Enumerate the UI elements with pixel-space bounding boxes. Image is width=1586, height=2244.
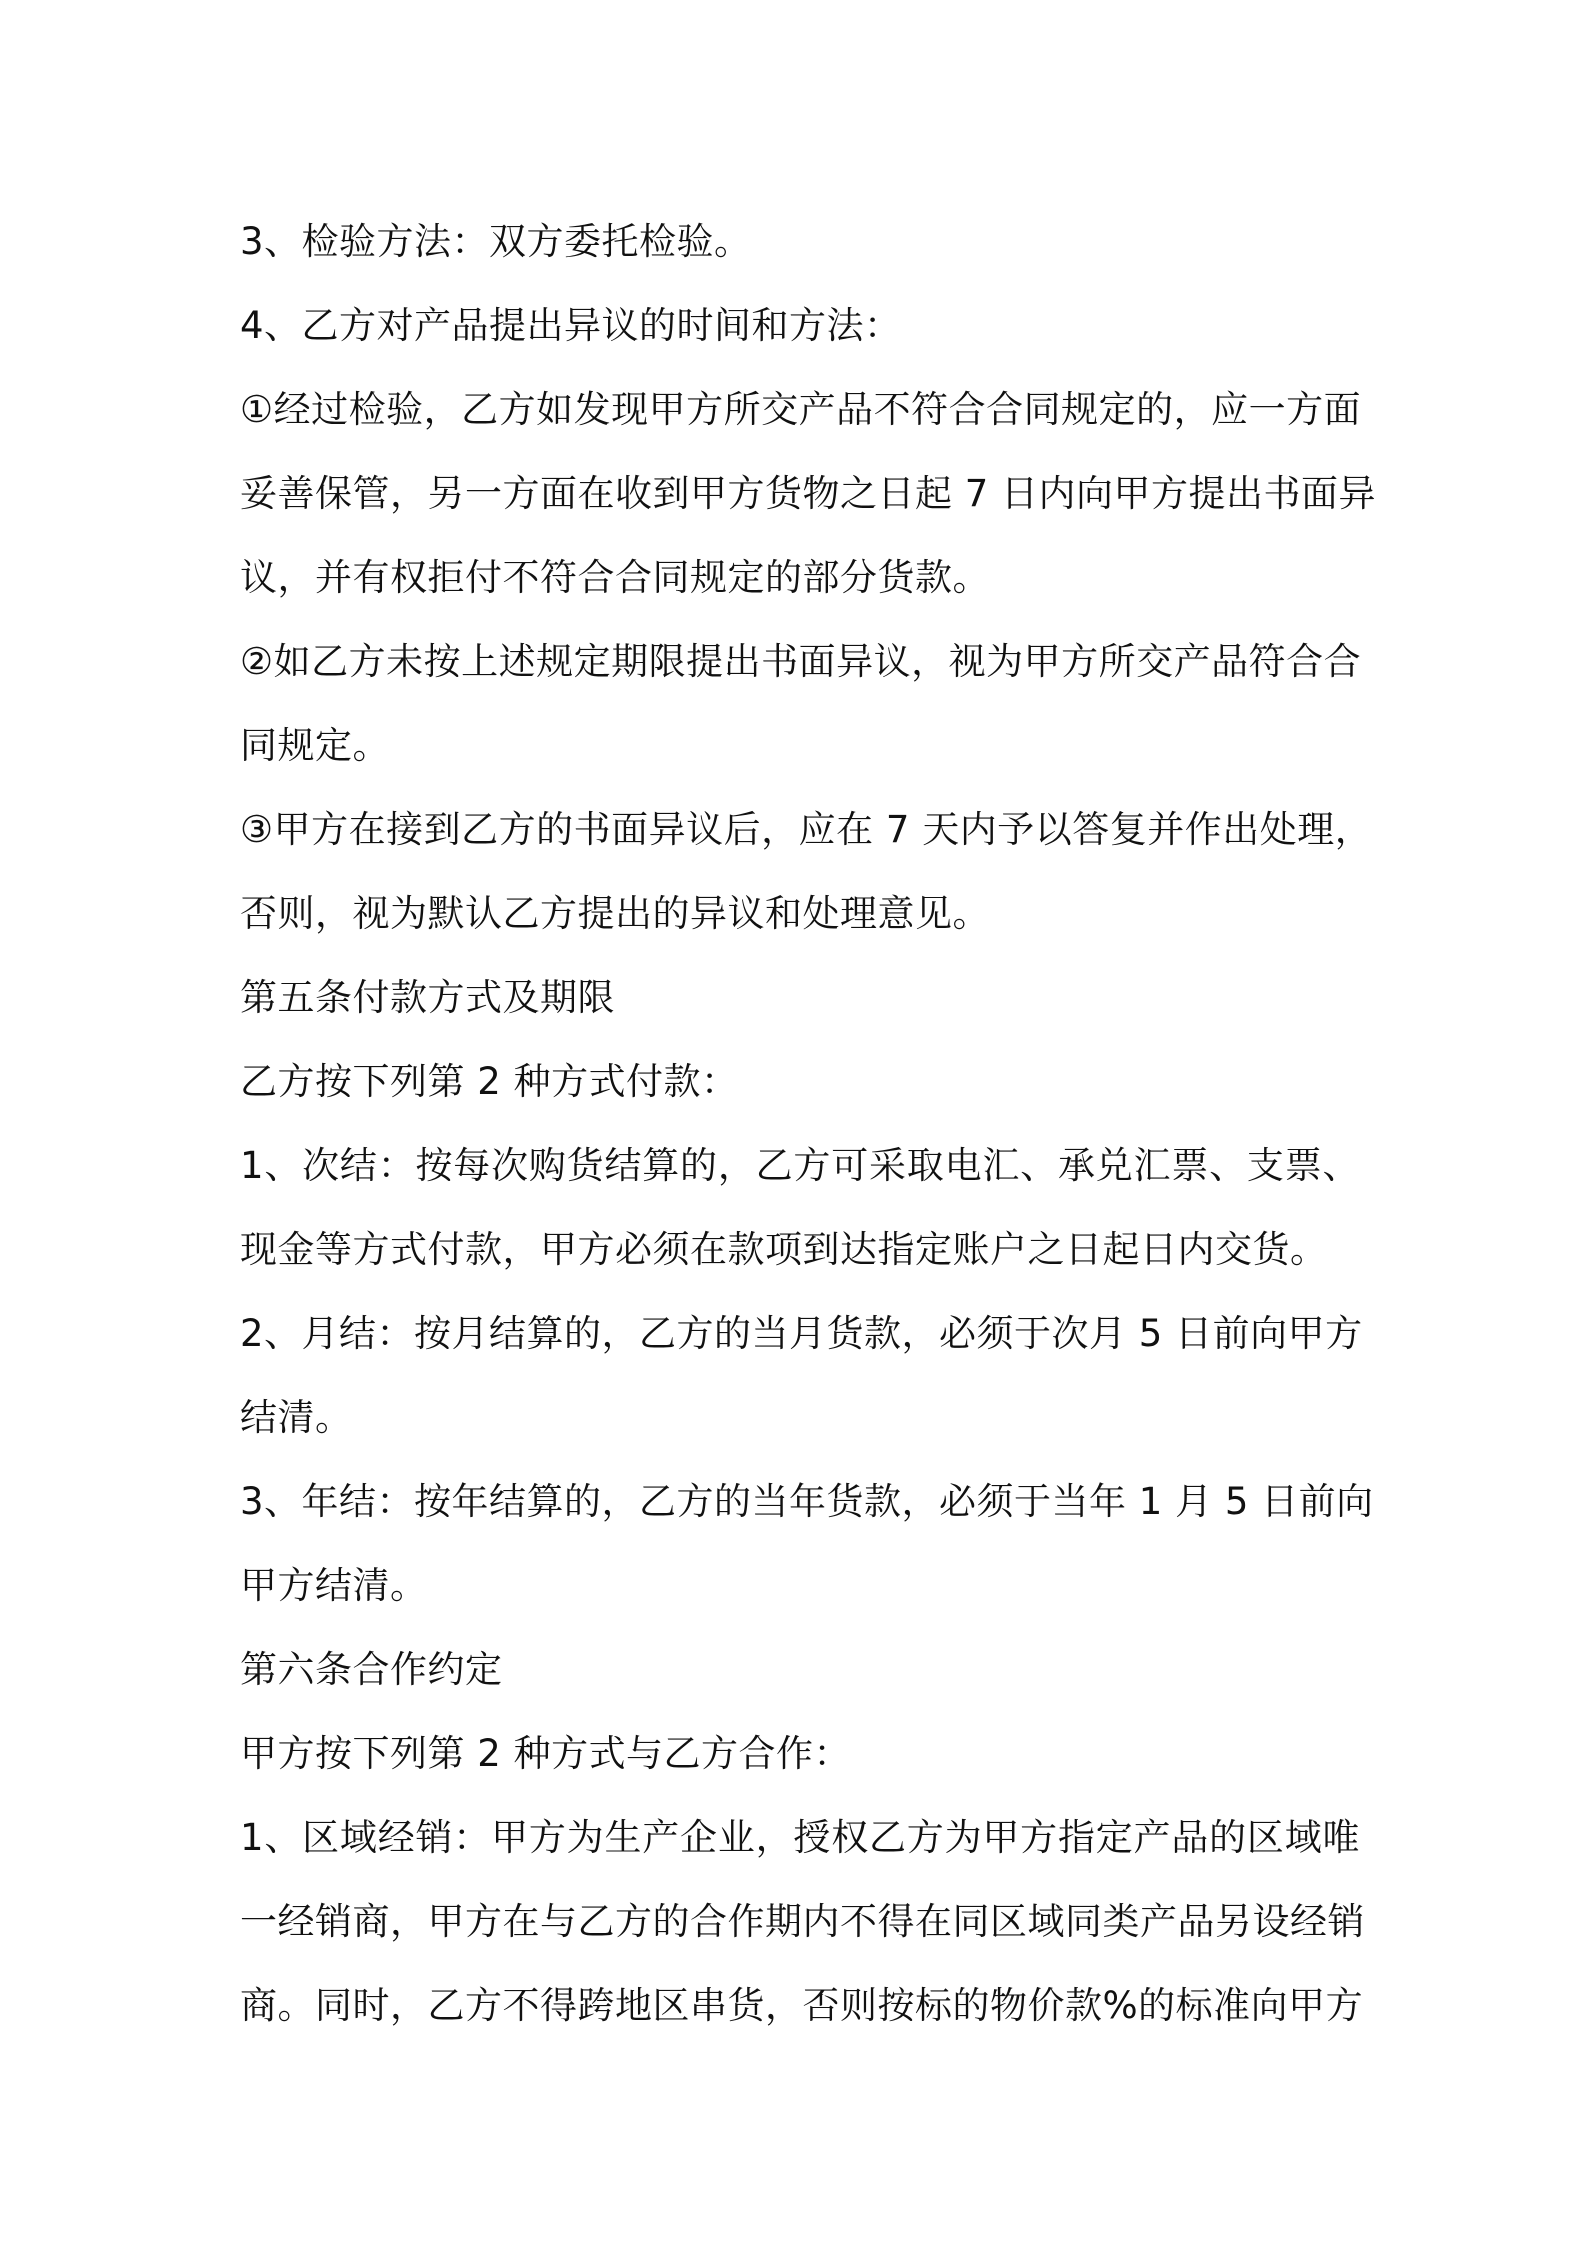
text-line-cooperation-1a: 1、区域经销：甲方为生产企业，授权乙方为甲方指定产品的区域唯: [240, 1816, 1360, 1859]
text-line-payment-3b: 甲方结清。: [240, 1564, 428, 1607]
text-line-inspection-method: 3、检验方法：双方委托检验。: [240, 220, 752, 263]
text-line-objection-heading: 4、乙方对产品提出异议的时间和方法：: [240, 304, 902, 347]
text-line-cooperation-1c: 商。同时，乙方不得跨地区串货，否则按标的物价款%的标准向甲方: [240, 1984, 1364, 2027]
text-line-objection-1c: 议，并有权拒付不符合合同规定的部分货款。: [240, 556, 990, 599]
article-five-heading: 第五条付款方式及期限: [240, 976, 615, 1019]
document-body: [240, 200, 1377, 2048]
text-line-objection-2a: ②如乙方未按上述规定期限提出书面异议，视为甲方所交产品符合合: [240, 640, 1362, 683]
text-line-payment-1b: 现金等方式付款，甲方必须在款项到达指定账户之日起日内交货。: [240, 1228, 1328, 1271]
text-line-payment-1a: 1、次结：按每次购货结算的，乙方可采取电汇、承兑汇票、支票、: [240, 1144, 1360, 1187]
text-line-payment-2b: 结清。: [240, 1396, 353, 1439]
text-line-payment-method: 乙方按下列第 2 种方式付款：: [240, 1060, 739, 1103]
text-line-objection-1a: ①经过检验，乙方如发现甲方所交产品不符合合同规定的，应一方面: [240, 388, 1362, 431]
text-line-objection-3a: ③甲方在接到乙方的书面异议后，应在 7 天内予以答复并作出处理，: [240, 808, 1373, 851]
text-line-payment-2a: 2、月结：按月结算的，乙方的当月货款，必须于次月 5 日前向甲方: [240, 1312, 1363, 1355]
text-line-objection-2b: 同规定。: [240, 724, 390, 767]
text-line-payment-3a: 3、年结：按年结算的，乙方的当年货款，必须于当年 1 月 5 日前向: [240, 1480, 1374, 1523]
text-line-cooperation-method: 甲方按下列第 2 种方式与乙方合作：: [240, 1732, 852, 1775]
text-line-objection-1b: 妥善保管，另一方面在收到甲方货物之日起 7 日内向甲方提出书面异: [240, 472, 1377, 515]
article-six-heading: 第六条合作约定: [240, 1648, 503, 1691]
text-line-objection-3b: 否则，视为默认乙方提出的异议和处理意见。: [240, 892, 990, 935]
text-line-cooperation-1b: 一经销商，甲方在与乙方的合作期内不得在同区域同类产品另设经销: [240, 1900, 1365, 1943]
